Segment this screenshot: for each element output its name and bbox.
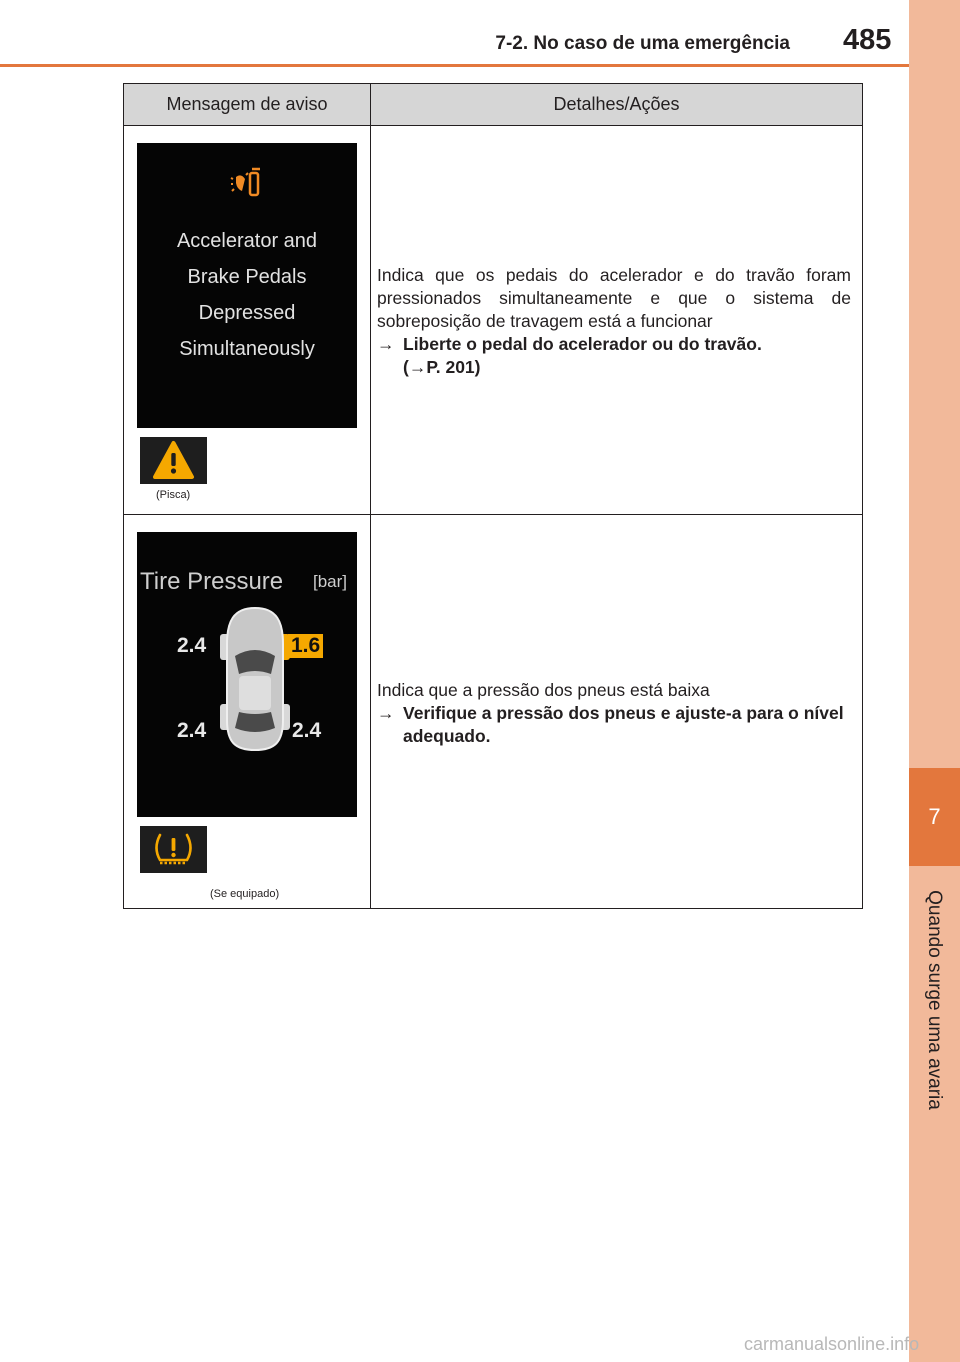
section-title: 7-2. No caso de uma emergência (495, 33, 790, 54)
tire-pressure-display (137, 532, 357, 817)
action-text-continued: adequado. (403, 726, 491, 746)
tire-pressure-details (377, 679, 851, 748)
blink-caption: (Pisca) (156, 489, 191, 501)
optional-caption: (Se equipado) (210, 888, 280, 900)
column-divider (370, 84, 371, 908)
action-text: Liberte o pedal do acelerador ou do travão. (403, 334, 762, 354)
display-line: Simultaneously (179, 338, 315, 360)
column-header-details: Detalhes/Ações (553, 94, 680, 114)
tire-pressure-icon (140, 826, 207, 873)
arrow-icon: → (377, 334, 395, 354)
warning-message-table (123, 83, 863, 909)
master-warning-light (140, 437, 207, 484)
pedal-warning-details (377, 264, 851, 379)
tire-pressure-title: Tire Pressure (140, 568, 284, 595)
page-reference: (→P. 201) (403, 357, 481, 377)
car-top-view-icon (217, 604, 293, 754)
display-line: Brake Pedals (187, 266, 307, 288)
chapter-side-tab (909, 0, 960, 1362)
row-divider (124, 514, 862, 515)
tire-front-left-value: 2.4 (177, 634, 207, 657)
tire-pressure-warning-light (140, 826, 207, 873)
exclamation-triangle-icon (140, 437, 207, 484)
watermark: carmanualsonline.info (744, 1334, 920, 1354)
tire-rear-left-value: 2.4 (177, 719, 207, 742)
page-number: 485 (843, 24, 892, 56)
chapter-number: 7 (909, 768, 960, 866)
tire-front-right-value: 1.6 (288, 634, 323, 658)
action-text: Verifique a pressão dos pneus e ajuste-a para o nível (403, 703, 844, 723)
tire-pressure-unit: [bar] (313, 572, 348, 591)
table-header-row (124, 84, 862, 126)
pedal-warning-text (137, 223, 357, 367)
description-text: Indica que os pedais do acelerador e do travão foram pressionados simultaneamente e que o sistema de sobreposição de travagem está a funcionar (377, 265, 851, 331)
chapter-label: Quando surge uma avaria (924, 890, 945, 1110)
description-text: Indica que a pressão dos pneus está baixa (377, 680, 710, 700)
display-line: Accelerator and (176, 230, 318, 252)
display-line: Depressed (198, 302, 296, 324)
arrow-icon: → (377, 703, 395, 723)
pedal-icon (230, 165, 266, 201)
pedal-warning-display (137, 143, 357, 428)
column-header-message: Mensagem de aviso (166, 94, 328, 114)
tire-rear-right-value: 2.4 (292, 719, 322, 742)
header-divider (0, 64, 909, 67)
